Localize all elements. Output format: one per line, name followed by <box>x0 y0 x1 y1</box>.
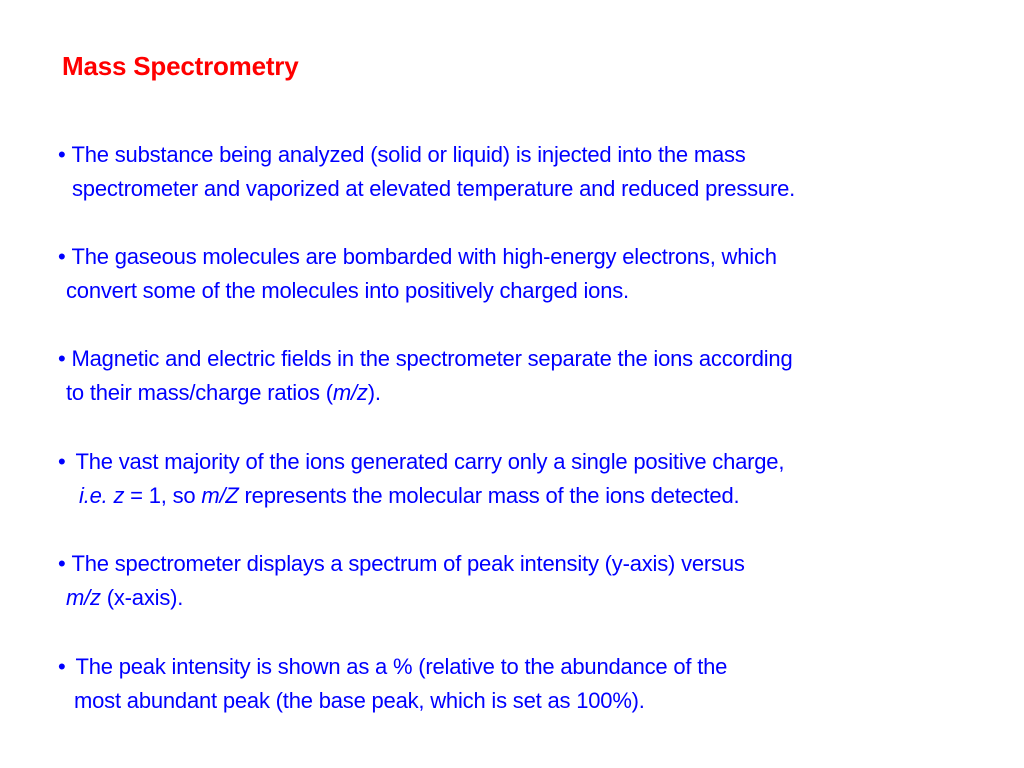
bullet-marker: • <box>58 449 66 474</box>
bullet-5-text-1: The spectrometer displays a spectrum of peak intensity (y-axis) versus <box>71 551 745 576</box>
bullet-3-text-2-italic: m/z <box>332 380 368 405</box>
bullet-4-text-2-post: represents the molecular mass of the ions detected. <box>238 483 740 508</box>
bullet-6-text-1: The peak intensity is shown as a % (relative to the abundance of the <box>75 654 728 679</box>
bullet-marker: • <box>58 654 66 679</box>
bullet-marker: • <box>58 346 66 371</box>
bullet-5-line-2 <box>66 581 183 615</box>
bullet-5-line-1 <box>58 547 745 581</box>
bullet-3-text-2b: ). <box>367 380 381 405</box>
bullet-4-text-1: The vast majority of the ions generated carry only a single positive charge, <box>75 449 785 474</box>
bullet-marker: • <box>58 244 66 269</box>
bullet-4-line-1 <box>58 445 784 479</box>
bullet-3-line-1 <box>58 342 793 376</box>
bullet-2-text-1: The gaseous molecules are bombarded with high-energy electrons, which <box>71 244 777 269</box>
bullet-5-text-2-post: (x-axis). <box>100 585 184 610</box>
bullet-4-text-2-mid: = 1, so <box>124 483 202 508</box>
bullet-6-line-2 <box>74 684 645 718</box>
bullet-1-line-2 <box>72 172 795 206</box>
bullet-2-line-2 <box>66 274 629 308</box>
bullet-3-text-2a: to their mass/charge ratios ( <box>66 380 333 405</box>
slide-title: Mass Spectrometry <box>62 51 299 81</box>
bullet-5-text-2-italic: m/z <box>66 585 101 610</box>
bullet-marker: • <box>58 551 66 576</box>
bullet-4-line-2 <box>79 479 739 513</box>
bullet-3-line-2 <box>66 376 381 410</box>
bullet-4-text-2-italic-a: i.e. z <box>79 483 125 508</box>
bullet-4-text-2-italic-b: m/Z <box>201 483 239 508</box>
bullet-2-line-1 <box>58 240 777 274</box>
bullet-2-text-2: convert some of the molecules into positively charged ions. <box>66 278 629 303</box>
bullet-1-line-1 <box>58 138 746 172</box>
bullet-3-text-1: Magnetic and electric fields in the spectrometer separate the ions according <box>71 346 793 371</box>
bullet-6-text-2: most abundant peak (the base peak, which is set as 100%). <box>74 688 645 713</box>
bullet-1-text-2: spectrometer and vaporized at elevated temperature and reduced pressure. <box>72 176 796 201</box>
bullet-1-text-1: The substance being analyzed (solid or liquid) is injected into the mass <box>71 142 746 167</box>
bullet-6-line-1 <box>58 650 727 684</box>
bullet-marker: • <box>58 142 66 167</box>
